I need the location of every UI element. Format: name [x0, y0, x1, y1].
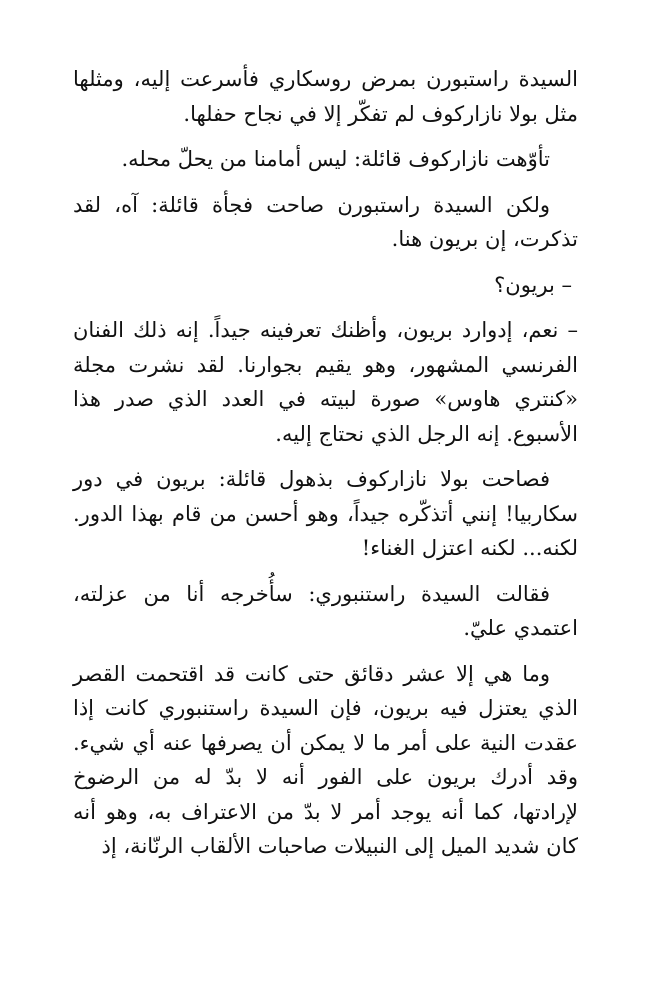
paragraph-1: السيدة راستبورن بمرض روسكاري فأسرعت إليه، ومثلها مثل بولا نازاركوف لم تفكّر إلا في نجاح حفلها. — [73, 67, 578, 126]
paragraph-4-dialog: – بريون؟ — [494, 272, 572, 297]
paragraph-3: ولكن السيدة راستبورن صاحت فجأة قائلة: آه، لقد تذكرت، إن بريون هنا. — [73, 192, 578, 251]
paragraph-8: وما هي إلا عشر دقائق حتى كانت قد اقتحمت القصر الذي يعتزل فيه بريون، فإن السيدة راستنبوري كانت إذا عقدت النية على أمر ما لا يمكن أن يصرفها عنه أي شيء. وقد أدرك بريون على الفور أنه لا بدّ له من الرضوخ لإرادتها، كما أنه يوجد أمر لا بدّ من الاعتراف به، وهو أنه كان شديد الميل إلى النبيلات صاحبات الألقاب الرنّانة، إذ — [73, 661, 578, 858]
page-text — [73, 62, 578, 875]
paragraph-7: فقالت السيدة راستنبوري: سأُخرجه أنا من عزلته، اعتمدي عليّ. — [73, 581, 578, 640]
paragraph-6: فصاحت بولا نازاركوف بذهول قائلة: بريون في دور سكاربيا! إنني أتذكّره جيداً، وهو أحسن من قام بهذا الدور. لكنه... لكنه اعتزل الغناء! — [73, 467, 578, 560]
paragraph-5-dialog: – نعم، إدوارد بريون، وأظنك تعرفينه جيداً. إنه ذلك الفنان الفرنسي المشهور، وهو يقيم بجوارنا. لقد نشرت مجلة «كنتري هاوس» صورة لبيته في العدد الذي صدر هذا الأسبوع. إنه الرجل الذي نحتاج إليه. — [73, 318, 578, 446]
paragraph-2: تأوّهت نازاركوف قائلة: ليس أمامنا من يحلّ محله. — [121, 147, 550, 171]
